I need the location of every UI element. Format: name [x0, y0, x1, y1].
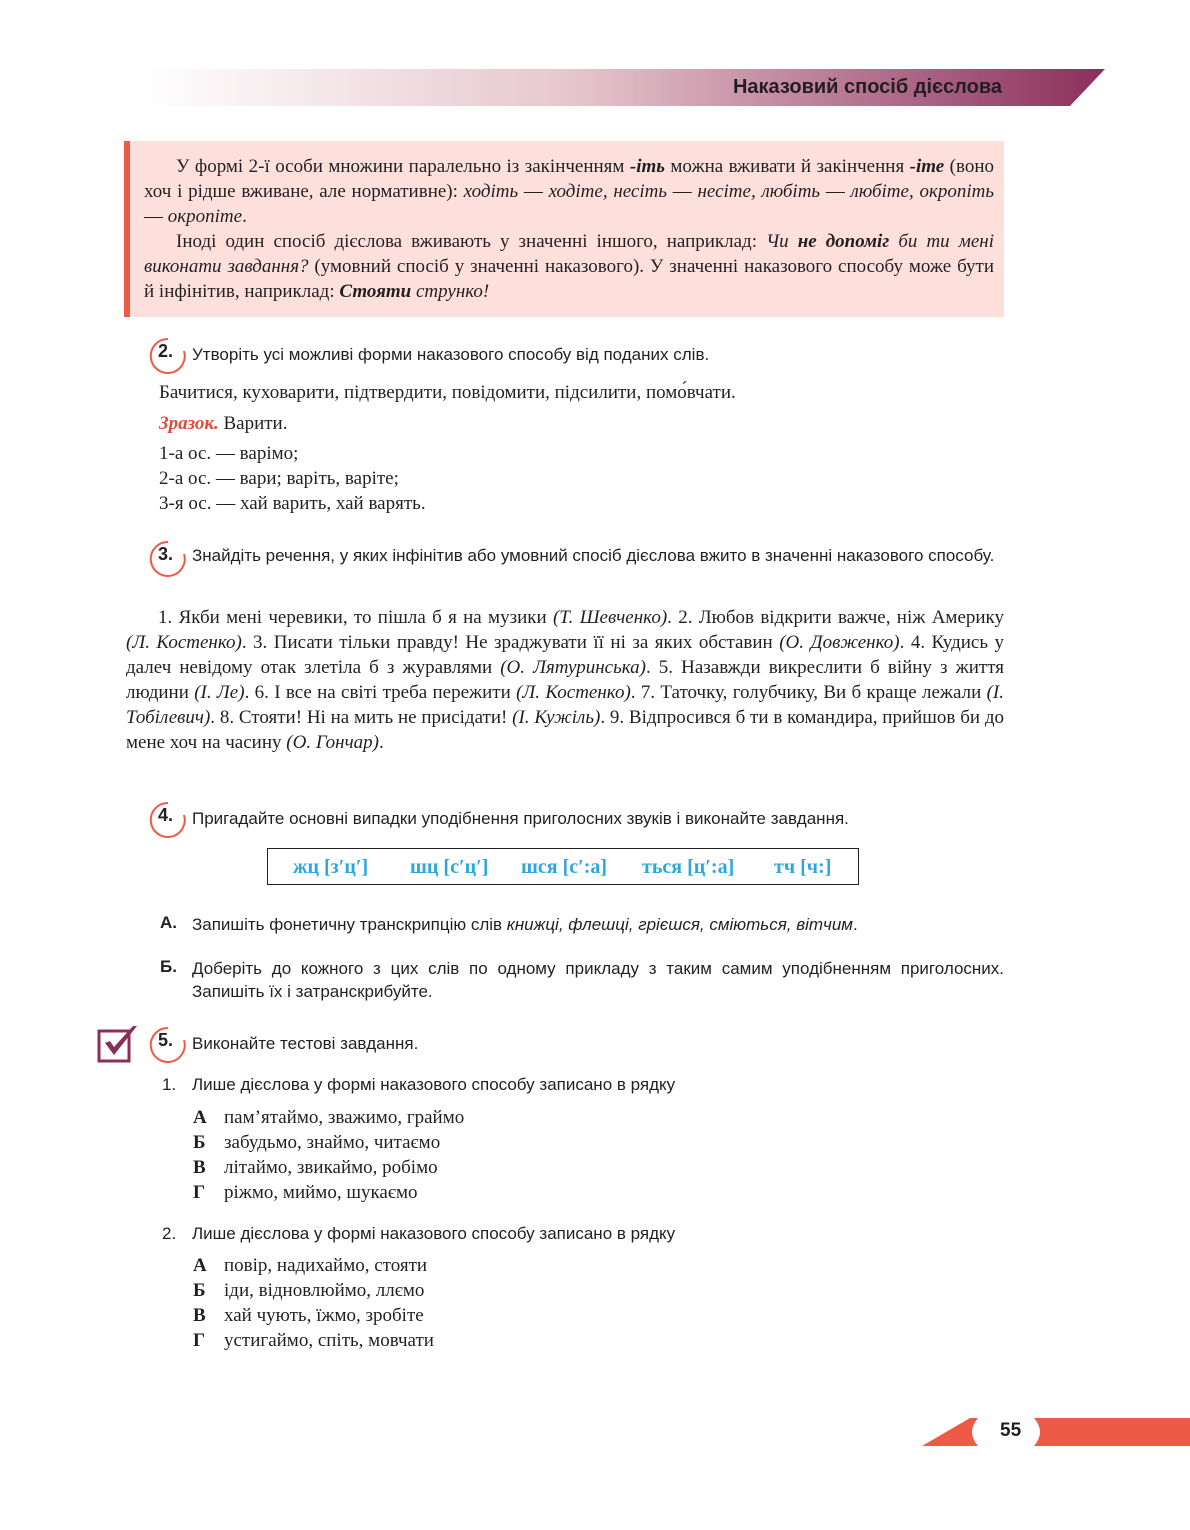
text-run: . 8. Стояти! Ні на мить не присідати! [210, 707, 513, 728]
exercise-3-text [126, 605, 1004, 755]
text-run: ходіть [463, 181, 519, 202]
text-run: несіте, любіть [697, 181, 821, 202]
option-text: пам’ятаймо, зважимо, граймо [224, 1107, 465, 1128]
option-letter: В [193, 1305, 206, 1326]
task-b-letter: Б. [160, 957, 177, 976]
text-run: . 6. І все на світі треба пережити [244, 682, 517, 703]
text-run: можна вживати й закінчення [664, 156, 910, 177]
sample-label: Зразок. [159, 413, 219, 434]
exercise-4-number: 4. [148, 801, 182, 835]
sound-item: ться [ц′:а] [642, 856, 735, 878]
text-run: (О. Гончар) [286, 732, 379, 753]
text-run: (Л. Костенко) [516, 682, 631, 703]
sound-item: шц [с′ц′] [410, 856, 489, 878]
page-number: 55 [1000, 1420, 1022, 1441]
text-run: (І. Кужіль) [512, 707, 601, 728]
text-run: Стояти [339, 281, 412, 302]
option-letter: Б [193, 1132, 206, 1153]
text-run: У формі 2-ї особи множини паралельно із закінченням [176, 156, 630, 177]
sample-word: Варити. [218, 413, 288, 434]
text-run: . 4. Кудись у далеч невідому отак злетіла б з журавлями [126, 632, 1004, 678]
note-accent-bar [124, 141, 130, 317]
text-run: (воно хоч і рідше вживане, але нормативне): [144, 156, 994, 202]
text-run: струнко! [411, 281, 490, 302]
text-run: 1. Якби мені черевики, то пішла б я на музики [158, 607, 553, 628]
checkmark-box-icon [97, 1025, 139, 1063]
sound-item: тч [ч:] [774, 856, 832, 878]
exercise-2-words: Бачитися, куховарити, підтвердити, повідомити, підсилити, помо́вчати. [159, 382, 736, 403]
text-run: (умовний спосіб у значенні наказового). У значенні наказового способу може бути й інфінітив, наприклад: [144, 256, 995, 302]
form-line: 2-а ос. — вари; варіть, варіте; [159, 468, 399, 489]
text-run: — [144, 206, 168, 227]
note-paragraph-1 [144, 154, 994, 229]
form-line: 3-я ос. — хай варить, хай варять. [159, 493, 426, 514]
option-text: літаймо, звикаймо, робімо [224, 1157, 438, 1178]
exercise-5-title: Виконайте тестові завдання. [192, 1034, 419, 1053]
form-line: 1-а ос. — варімо; [159, 443, 299, 464]
text-run: (Л. Костенко) [126, 632, 242, 653]
chapter-title: Наказовий спосіб дієслова [732, 76, 1002, 98]
text-run: Іноді один спосіб дієслова вживають у значенні іншого, наприклад: [176, 231, 767, 252]
exercise-2-title: Утворіть усі можливі форми наказового способу від поданих слів. [192, 345, 710, 364]
option-letter: Г [193, 1182, 206, 1203]
text-run: любіте, окропіть [850, 181, 994, 202]
sound-assimilation-box [267, 848, 859, 885]
note-text [144, 154, 994, 304]
task-a-text: Запишіть фонетичну транскрипцію слів книжці, флешці, грієшся, сміються, вітчим. [192, 915, 858, 934]
sound-item: жц [з′ц′] [293, 856, 369, 878]
exercise-3-sentences [126, 605, 1004, 755]
option-text: забудьмо, знаймо, читаємо [224, 1132, 441, 1153]
task-a-words: книжці, флешці, грієшся, сміються, вітчим [506, 915, 853, 934]
option-letter: А [193, 1255, 207, 1276]
option-text: іди, відновлюймо, ллємо [224, 1280, 425, 1301]
question-text: Лише дієслова у формі наказового способу записано в рядку [192, 1075, 676, 1094]
text-run: . 3. Писати тільки правду! Не зраджувати її ні за яких обставин [241, 632, 780, 653]
text-run: окропіте [167, 206, 243, 227]
text-run: . 2. Любов відкрити важче, ніж Америку [667, 607, 1005, 628]
text-run: (Т. Шевченко) [552, 607, 668, 628]
question-number: 2. [162, 1224, 177, 1243]
text-run: не допоміг [797, 231, 890, 252]
question-number: 1. [162, 1075, 177, 1094]
option-text: повір, надихаймо, стояти [224, 1255, 428, 1276]
text-run: — [667, 181, 698, 202]
text-run: . [242, 206, 247, 227]
option-text: хай чують, їжмо, зробіте [224, 1305, 424, 1326]
text-run: би ти мені виконати завдання? [144, 231, 994, 277]
text-run: -іте [909, 156, 945, 177]
text-run: . 7. Таточку, голубчику, Ви б краще лежали [630, 682, 987, 703]
option-letter: В [193, 1157, 206, 1178]
text-run: (О. Довженко) [779, 632, 900, 653]
text-run: — [820, 181, 851, 202]
exercise-4-title: Пригадайте основні випадки уподібнення приголосних звуків і виконайте завдання. [192, 809, 849, 828]
option-letter: Б [193, 1280, 206, 1301]
text-run: (О. Лятуринська) [500, 657, 646, 678]
option-letter: Г [193, 1330, 206, 1351]
exercise-3-title: Знайдіть речення, у яких інфінітив або умовний спосіб дієслова вжито в значенні наказового способу. [192, 546, 995, 565]
option-text: устигаймо, спіть, мовчати [224, 1330, 434, 1351]
task-b-text: Доберіть до кожного з цих слів по одному прикладу з таким самим уподібненням приголосних. Запишіть їх і затранскрибуйте. [192, 959, 1004, 1001]
text-run: . [378, 732, 384, 753]
rule-note [124, 141, 1004, 317]
text-run: . 9. Відпросився б ти в командира, прийшов би до мене хоч на часину [126, 707, 1004, 753]
text-run: (І. Тобілевич) [126, 682, 1005, 728]
page-number-tab [922, 1418, 1190, 1446]
note-paragraph-2 [144, 229, 994, 304]
text-run: Чи [766, 231, 798, 252]
text-run: . 5. Назавжди викреслити б війну з життя людини [126, 657, 1004, 703]
sound-item: шся [с′:а] [521, 856, 608, 878]
option-letter: А [193, 1107, 207, 1128]
exercise-5-number: 5. [148, 1026, 182, 1060]
task-a-letter: А. [160, 913, 177, 932]
exercise-3-number: 3. [148, 540, 182, 574]
text-run: (І. Ле) [194, 682, 245, 703]
text-run: — [518, 181, 549, 202]
exercise-2-number: 2. [148, 337, 182, 371]
text-run: ходіте, несіть [548, 181, 668, 202]
option-text: ріжмо, миймо, шукаємо [224, 1182, 418, 1203]
question-text: Лише дієслова у формі наказового способу записано в рядку [192, 1224, 676, 1243]
exercise-2-sample [159, 411, 287, 436]
text-run: -іть [629, 156, 665, 177]
